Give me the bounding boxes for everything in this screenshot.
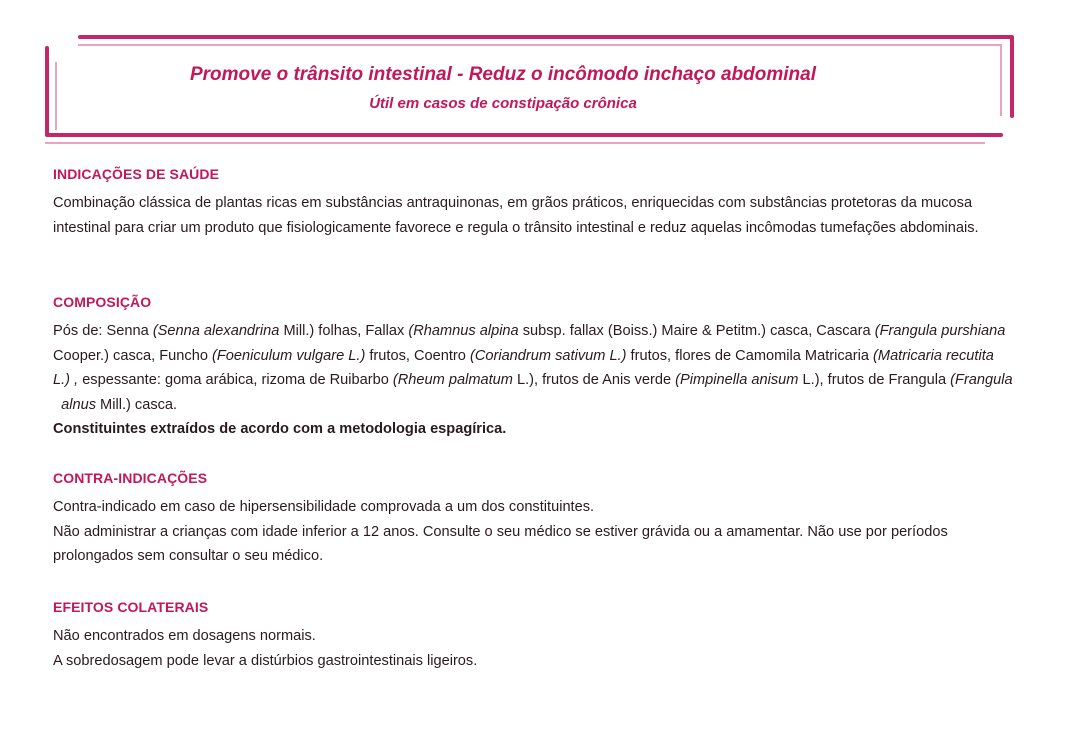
- page-subtitle: Útil em casos de constipação crônica: [369, 95, 637, 112]
- body-text: espessante: goma arábica, rizoma de Ruibarbo: [78, 372, 393, 388]
- header-frame-left: [45, 46, 49, 136]
- body-line: intestinal para criar um produto que fisiologicamente favorece e regula o trânsito intestinal e reduz aquelas incômodas tumefações abdominais.: [53, 219, 979, 236]
- botanical-name: (Foeniculum vulgare L.): [212, 347, 366, 364]
- body-text: Mill.) casca.: [96, 396, 178, 413]
- body-text: Mill.) folhas, Fallax: [279, 323, 409, 339]
- header-frame-inner-top: [78, 44, 1002, 46]
- body-line: Não administrar a crianças com idade inferior a 12 anos. Consulte o seu médico se estiver grávida ou a amamentar. Não use por períodos: [53, 523, 948, 540]
- section-heading: COMPOSIÇÃO: [53, 294, 152, 310]
- header-frame-bottom: [45, 133, 1003, 137]
- section-body: [53, 319, 1033, 442]
- botanical-name: L.) ,: [53, 372, 79, 388]
- botanical-name: (Frangula: [950, 372, 1013, 388]
- botanical-name: (Pimpinella anisum: [675, 372, 799, 388]
- section-indications: [53, 166, 1033, 240]
- section-side-effects: [53, 599, 1033, 673]
- page-title: Promove o trânsito intestinal - Reduz o incômodo inchaço abdominal: [189, 64, 816, 85]
- section-composition: [53, 294, 1033, 442]
- section-body: [53, 624, 1033, 673]
- composition-note: Constituintes extraídos de acordo com a metodologia espagírica.: [53, 421, 507, 437]
- body-line: Contra-indicado em caso de hipersensibilidade comprovada a um dos constituintes.: [53, 499, 595, 515]
- body-line: prolongados sem consultar o seu médico.: [53, 548, 324, 564]
- section-body: [53, 191, 1033, 240]
- body-text: frutos, flores de Camomila Matricaria: [626, 347, 874, 364]
- botanical-name: alnus: [61, 396, 96, 413]
- botanical-name: (Rheum palmatum: [392, 372, 513, 388]
- body-text: subsp. fallax (Boiss.) Maire & Petitm.) casca, Cascara: [518, 323, 875, 339]
- botanical-name: (Frangula purshiana: [874, 323, 1006, 339]
- body-text: Cooper.) casca, Funcho: [53, 347, 212, 364]
- body-line: Combinação clássica de plantas ricas em substâncias antraquinonas, em grãos práticos, enriquecidas com substâncias protetoras da mucosa: [53, 195, 973, 211]
- section-contraindications: [53, 470, 1033, 569]
- header-frame-right: [1010, 36, 1014, 118]
- botanical-name: (Matricaria recutita: [873, 347, 994, 364]
- botanical-name: (Senna alexandrina: [152, 323, 280, 339]
- header-frame-top: [78, 35, 1014, 39]
- body-text: L.), frutos de Frangula: [798, 372, 951, 388]
- body-text: Pós de: Senna: [53, 323, 153, 339]
- section-body: [53, 495, 1033, 569]
- body-text: frutos, Coentro: [365, 347, 470, 364]
- body-text: L.), frutos de Anis verde: [512, 372, 676, 388]
- body-line: A sobredosagem pode levar a distúrbios gastrointestinais ligeiros.: [53, 652, 478, 669]
- botanical-name: (Rhamnus alpina: [408, 323, 519, 339]
- botanical-name: (Coriandrum sativum L.): [469, 347, 627, 364]
- section-heading: INDICAÇÕES DE SAÚDE: [53, 166, 220, 182]
- body-line: Não encontrados em dosagens normais.: [53, 628, 316, 644]
- section-heading: EFEITOS COLATERAIS: [53, 599, 209, 615]
- section-heading: CONTRA-INDICAÇÕES: [53, 470, 208, 486]
- header-frame-inner-bottom: [45, 142, 985, 144]
